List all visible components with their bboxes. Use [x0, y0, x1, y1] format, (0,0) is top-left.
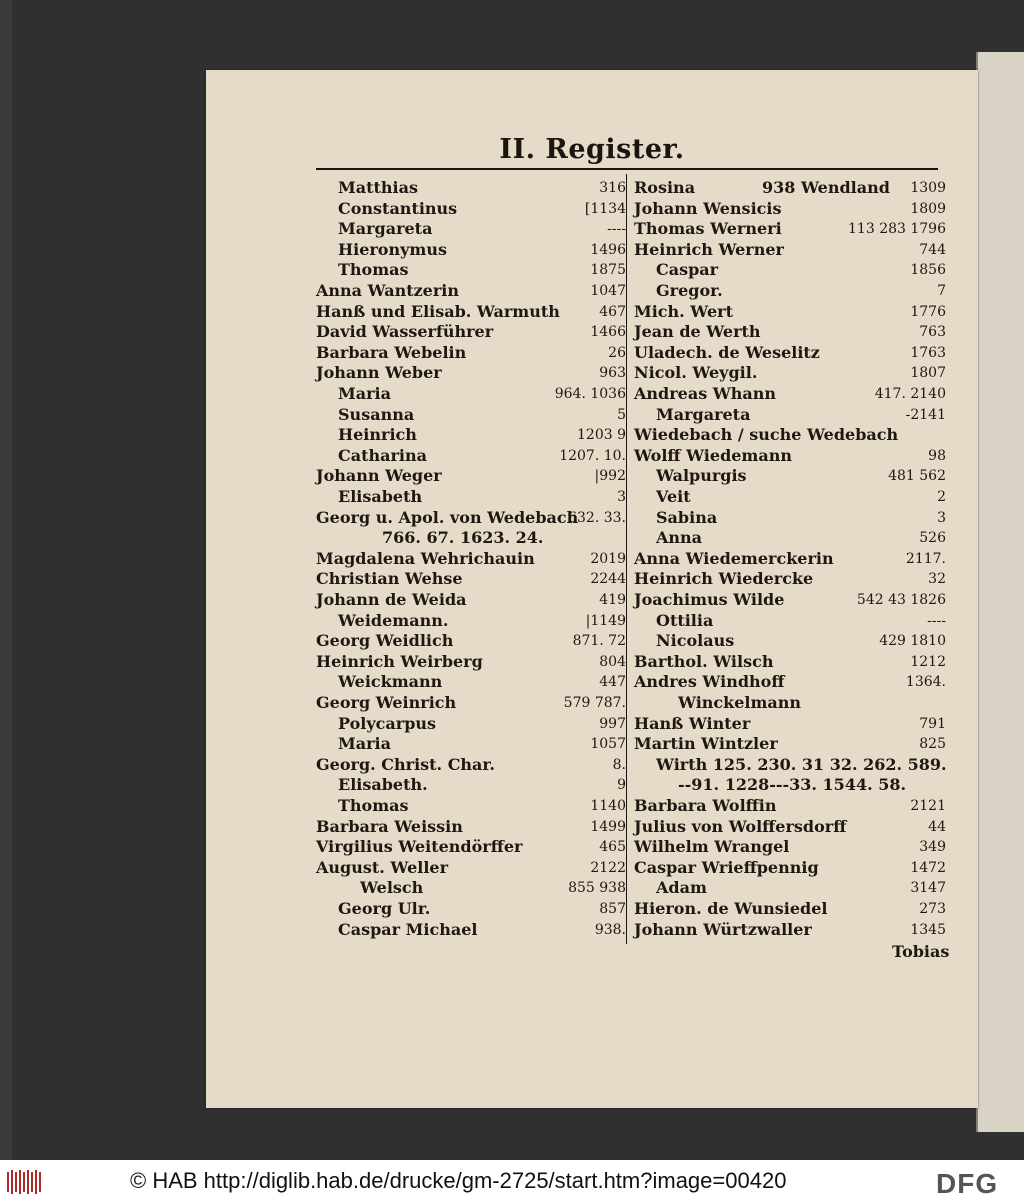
entry-name: Andres Windhoff — [634, 672, 785, 692]
register-entry — [634, 755, 946, 775]
register-entry — [316, 199, 626, 219]
entry-page-number: 579 787. — [563, 695, 626, 711]
entry-name: Margareta — [656, 404, 751, 424]
entry-name: Uladech. de Weselitz — [634, 342, 820, 362]
register-entry — [634, 734, 946, 754]
entry-page-number: |992 — [594, 468, 626, 485]
register-entry — [634, 240, 946, 260]
register-entry — [634, 837, 946, 857]
entry-name: Veit — [656, 487, 691, 506]
entry-name: Anna Wiedemerckerin — [634, 548, 834, 568]
entry-page-number: 1345 — [910, 921, 946, 938]
entry-name: Virgilius Weitendörffer — [316, 837, 523, 857]
entry-page-number: 9 — [617, 777, 626, 794]
entry-name: Hanß Winter — [634, 713, 751, 733]
entry-page-number: 744 — [919, 241, 946, 258]
register-entry — [316, 528, 626, 548]
entry-name: Georg Weidlich — [316, 631, 454, 651]
register-entry — [634, 405, 946, 425]
register-entry — [316, 693, 626, 713]
entry-page-number: 467 — [599, 303, 626, 320]
entry-page-number: 273 — [919, 901, 946, 917]
entry-page-number: 8. — [612, 756, 626, 773]
register-entry — [316, 714, 626, 734]
register-entry — [316, 920, 626, 940]
register-entry — [634, 219, 946, 239]
register-entry — [316, 178, 626, 198]
entry-name: --91. 1228---33. 1544. 58. — [678, 775, 907, 795]
entry-name: Thomas Werneri — [634, 219, 782, 239]
entry-page-number: 938. — [594, 921, 626, 938]
entry-page-number: ---- — [607, 221, 626, 238]
entry-page-number: 763 — [919, 324, 946, 341]
entry-name: Magdalena Wehrichauin — [316, 548, 535, 568]
entry-name: Heinrich Werner — [634, 239, 784, 259]
register-entry — [316, 240, 626, 260]
entry-page-number: 964. 1036 — [554, 386, 626, 402]
page-header: II. Register. — [499, 134, 685, 165]
entry-name: Martin Wintzler — [634, 734, 778, 754]
entry-name: Weickmann — [338, 672, 443, 692]
entry-name: Walpurgis — [656, 466, 747, 486]
entry-page-number: 2122 — [590, 859, 626, 876]
entry-page-number: 855 938 — [568, 880, 626, 897]
register-entry — [316, 734, 626, 754]
register-entry — [634, 281, 946, 301]
register-entry — [316, 569, 626, 589]
entry-name: Anna — [656, 528, 703, 548]
entry-page-number: 825 — [919, 736, 946, 753]
register-entry — [634, 652, 946, 672]
entry-page-number: 1057 — [590, 736, 626, 753]
entry-page-number: 113 283 1796 — [848, 221, 946, 238]
entry-page-number: 1496 — [590, 241, 626, 258]
entry-page-number: 857 — [599, 901, 626, 917]
entry-page-number: 1472 — [910, 859, 946, 876]
entry-name: Heinrich — [338, 425, 417, 445]
entry-page-number: 1309 — [910, 180, 946, 196]
entry-name: Constantinus — [338, 198, 458, 218]
entry-page-number: 417. 2140 — [874, 386, 946, 402]
register-entry — [316, 899, 626, 919]
entry-page-number: 632. 33. — [568, 509, 626, 526]
entry-page-number: 1466 — [590, 324, 626, 341]
register-entry — [634, 363, 946, 383]
entry-page-number: 32 — [928, 571, 946, 588]
entry-name: Thomas — [338, 796, 409, 815]
entry-page-number: 963 — [599, 365, 626, 382]
register-entry — [634, 590, 946, 610]
register-entry — [634, 260, 946, 280]
entry-page-number: 1203 9 — [577, 427, 626, 444]
entry-page-number: |1149 — [585, 612, 626, 629]
entry-name: Barthol. Wilsch — [634, 651, 774, 671]
register-entry — [634, 178, 946, 198]
entry-name: Julius von Wolffersdorff — [634, 816, 847, 836]
entry-name: Andreas Whann — [634, 384, 777, 403]
entry-page-number: 481 562 — [888, 468, 946, 485]
entry-name: Weidemann. — [338, 610, 449, 630]
entry-name: Johann Wensicis — [634, 198, 782, 218]
entry-page-number: 871. 72 — [572, 633, 626, 650]
entry-name: Nicolaus — [656, 631, 735, 651]
entry-page-number: 465 — [599, 839, 626, 856]
register-entry — [634, 384, 946, 404]
register-entry — [316, 755, 626, 775]
entry-name: Anna Wantzerin — [316, 281, 459, 300]
entry-page-number: 44 — [928, 818, 946, 835]
entry-page-number: 3 — [617, 489, 626, 505]
entry-page-number: 791 — [919, 715, 946, 732]
register-entry — [634, 199, 946, 219]
register-entry — [316, 405, 626, 425]
entry-name: Nicol. Weygil. — [634, 363, 758, 383]
header-rule — [316, 168, 938, 170]
entry-page-number: 1809 — [910, 200, 946, 217]
entry-name: Barbara Wolffin — [634, 796, 777, 815]
register-entry — [634, 302, 946, 322]
entry-name: Welsch — [360, 878, 424, 898]
entry-page-number: 804 — [599, 653, 626, 670]
register-entry — [634, 549, 946, 569]
register-entry — [316, 775, 626, 795]
register-entry — [316, 796, 626, 816]
entry-page-number: 419 — [599, 592, 626, 608]
register-entry — [634, 425, 946, 445]
register-entry — [316, 508, 626, 528]
entry-name: Georg u. Apol. von Wedebach — [316, 507, 579, 527]
entry-name: Jean de Werth — [634, 322, 761, 342]
footer-citation: © HAB http://diglib.hab.de/drucke/gm-2725/start.htm?image=00420 — [130, 1168, 787, 1193]
register-entry — [316, 837, 626, 857]
register-entry — [634, 322, 946, 342]
entry-name: Barbara Weissin — [316, 816, 463, 836]
entry-name: Margareta — [338, 219, 433, 239]
entry-name: Maria — [338, 734, 391, 754]
entry-page-number: 2019 — [590, 550, 626, 567]
entry-name: Hanß und Elisab. Warmuth — [316, 301, 560, 321]
entry-page-number: 98 — [928, 447, 946, 464]
register-entry — [634, 858, 946, 878]
register-entry — [634, 817, 946, 837]
entry-name: Susanna — [338, 404, 415, 424]
register-entry — [316, 363, 626, 383]
entry-page-number: 1875 — [590, 262, 626, 279]
register-entry — [634, 446, 946, 466]
footer-bar — [0, 1160, 1024, 1204]
register-entry — [316, 466, 626, 486]
catchword: Tobias — [892, 942, 950, 961]
entry-name: Wilhelm Wrangel — [634, 837, 790, 857]
entry-name: August. Weller — [316, 857, 449, 877]
entry-name: Winckelmann — [678, 693, 802, 712]
entry-page-number: 1212 — [910, 653, 946, 670]
entry-name: Hieronymus — [338, 239, 447, 259]
register-entry — [316, 487, 626, 507]
register-entry — [316, 858, 626, 878]
entry-name: Elisabeth. — [338, 775, 428, 795]
register-entry — [316, 219, 626, 239]
register-entry — [634, 920, 946, 940]
entry-page-number: 526 — [919, 530, 946, 547]
entry-name: Adam — [656, 878, 707, 898]
register-entry — [316, 549, 626, 569]
entry-page-number: 26 — [608, 344, 626, 361]
entry-page-number: 429 1810 — [879, 633, 946, 650]
entry-name: Johann de Weida — [316, 590, 467, 609]
register-entry — [316, 590, 626, 610]
register-entry — [316, 281, 626, 301]
register-entry — [316, 631, 626, 651]
entry-page-number: 1140 — [590, 798, 626, 814]
entry-name: Johann Weber — [316, 363, 442, 383]
entry-name: Sabina — [656, 507, 718, 527]
register-entry — [634, 878, 946, 898]
entry-name: Caspar Wrieffpennig — [634, 857, 819, 877]
register-entry — [316, 446, 626, 466]
entry-name: Joachimus Wilde — [634, 590, 785, 609]
register-entry — [634, 796, 946, 816]
entry-page-number: 1499 — [590, 818, 626, 835]
register-entry — [316, 384, 626, 404]
entry-page-number: 3 — [937, 509, 946, 526]
register-entry — [634, 611, 946, 631]
entry-page-number: 349 — [919, 839, 946, 856]
entry-name: Hieron. de Wunsiedel — [634, 899, 828, 918]
entry-name: Catharina — [338, 445, 427, 465]
register-entry — [634, 899, 946, 919]
register-entry — [316, 260, 626, 280]
entry-page-number: 1207. 10. — [559, 447, 626, 464]
entry-page-number: 1763 — [910, 344, 946, 361]
entry-name: Georg Weinrich — [316, 693, 457, 712]
register-entry — [634, 775, 946, 795]
entry-name: Johann Weger — [316, 466, 442, 486]
register-entry — [316, 611, 626, 631]
register-entry — [634, 343, 946, 363]
entry-name: Heinrich Wiedercke — [634, 569, 814, 589]
entry-name: David Wasserführer — [316, 322, 494, 342]
entry-name: Gregor. — [656, 281, 723, 300]
entry-name: Johann Würtzwaller — [634, 919, 812, 939]
entry-name: Polycarpus — [338, 713, 437, 733]
entry-name: Mich. Wert — [634, 301, 733, 321]
entry-name: Wirth 125. 230. 31 32. 262. 589. — [656, 754, 947, 774]
entry-page-number: 3147 — [910, 880, 946, 897]
entry-name: Maria — [338, 384, 391, 403]
entry-name: Georg. Christ. Char. — [316, 754, 495, 774]
register-entry — [316, 302, 626, 322]
scan-left-edge — [0, 0, 12, 1160]
entry-name: Wolff Wiedemann — [634, 445, 792, 465]
entry-page-number: 1776 — [910, 303, 946, 320]
entry-page-number: 5 — [617, 406, 626, 423]
register-entry — [316, 322, 626, 342]
entry-page-number: 1856 — [910, 262, 946, 279]
register-entry — [316, 672, 626, 692]
entry-page-number: 2 — [937, 489, 946, 505]
entry-page-number: 447 — [599, 674, 626, 691]
entry-name: Barbara Webelin — [316, 342, 467, 362]
register-entry — [634, 714, 946, 734]
register-entry — [634, 508, 946, 528]
entry-name: Christian Wehse — [316, 569, 463, 589]
entry-name: Matthias — [338, 178, 418, 197]
entry-page-number: 316 — [599, 180, 626, 196]
entry-page-number: 7 — [937, 283, 946, 299]
entry-page-number: 2117. — [905, 550, 946, 567]
register-entry — [316, 878, 626, 898]
register-entry — [634, 569, 946, 589]
entry-name: Elisabeth — [338, 487, 423, 506]
entry-name: Heinrich Weirberg — [316, 651, 483, 671]
register-entry — [316, 343, 626, 363]
entry-page-number: 2121 — [910, 798, 946, 814]
register-entry — [316, 817, 626, 837]
entry-page-number: 542 43 1826 — [856, 592, 946, 608]
register-entry — [634, 672, 946, 692]
entry-name: Georg Ulr. — [338, 899, 431, 918]
entry-page-number: 2244 — [590, 571, 626, 588]
entry-name: Caspar Michael — [338, 919, 478, 939]
entry-page-number: 997 — [599, 715, 626, 732]
entry-name: Thomas — [338, 260, 409, 280]
register-entry — [316, 425, 626, 445]
register-entry — [634, 466, 946, 486]
entry-name: 766. 67. 1623. 24. — [382, 528, 544, 548]
register-entry — [634, 528, 946, 548]
hab-logo-icon — [6, 1168, 44, 1196]
entry-page-number: ---- — [927, 612, 946, 629]
entry-name: Ottilia — [656, 610, 714, 630]
entry-name: Rosina — [634, 178, 696, 197]
entry-page-number: 1807 — [910, 365, 946, 382]
adjacent-page-edge — [978, 52, 1024, 1132]
column-divider — [626, 174, 627, 944]
entry-inline-reference: 938 Wendland — [762, 178, 890, 197]
register-entry — [316, 652, 626, 672]
entry-page-number: 1364. — [905, 674, 946, 691]
book-page — [206, 70, 978, 1108]
entry-page-number: 1047 — [590, 283, 626, 299]
entry-name: Wiedebach / suche Wedebach — [634, 425, 899, 445]
register-entry — [634, 631, 946, 651]
entry-page-number: -2141 — [905, 406, 946, 423]
register-entry — [634, 693, 946, 713]
entry-page-number: [1134 — [584, 200, 626, 217]
dfg-logo: DFG — [936, 1168, 999, 1199]
register-entry — [634, 487, 946, 507]
entry-name: Caspar — [656, 260, 719, 280]
